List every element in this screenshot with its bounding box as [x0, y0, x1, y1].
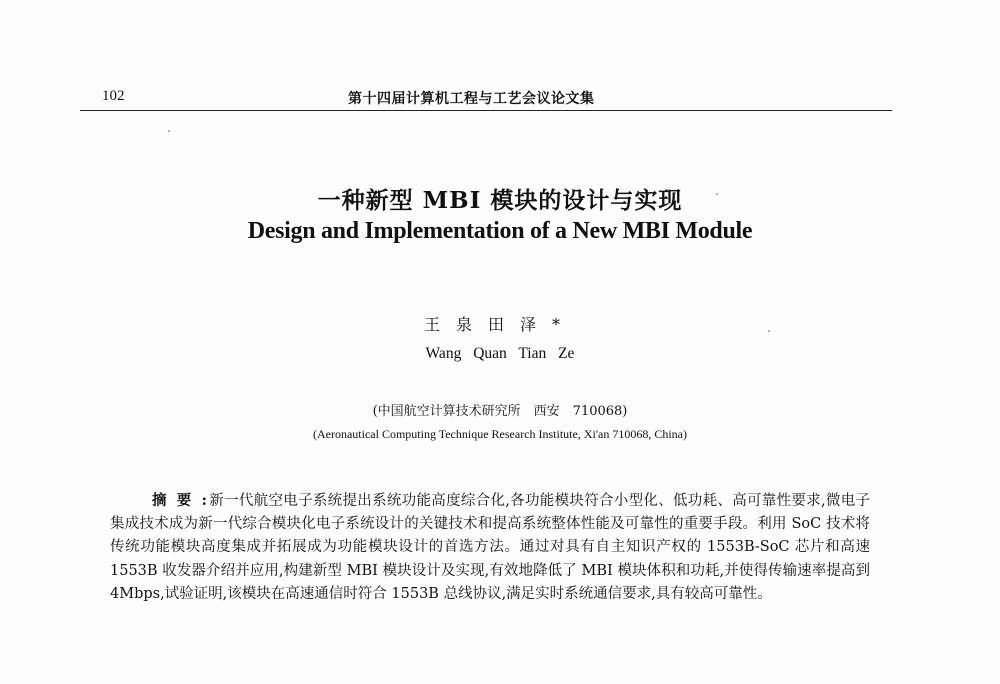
journal-title: 第十四届计算机工程与工艺会议论文集	[348, 91, 595, 107]
page-number: 102	[102, 88, 125, 104]
scan-speck	[716, 193, 718, 195]
authors-english: Wang Quan Tian Ze	[425, 345, 575, 362]
abstract-label: 摘要	[152, 492, 202, 509]
abstract-text: 新一代航空电子系统提出系统功能高度综合化,各功能模块符合小型化、低功耗、高可靠性要求,微电子集成技术成为新一代综合模块化电子系统设计的关键技术和提高系统整体性能及可靠性的重要手段。利用 SoC 技术将传统功能模块高度集成并拓展成为功能模块设计的首选方法。通过对具有自主知识产权的 1553B-SoC 芯片和高速 1553B 收发器介绍并应用,构建新型 MBI 模块设计及实现,有效地降低了 MBI 模块体积和功耗,并使得传输速率提高到 4Mbps,试验证明,该模块在高速通信时符合 1553B 总线协议,满足实时系统通信要求,具有较高可靠性。	[110, 493, 871, 602]
paper-title-chinese: 一种新型 MBI 模块的设计与实现	[317, 187, 683, 214]
scan-speck	[168, 130, 170, 132]
authors-chinese: 王泉田泽*	[423, 315, 576, 334]
scan-speck	[768, 330, 770, 332]
affiliation-english: (Aeronautical Computing Technique Research Institute, Xi'an 710068, China)	[312, 427, 687, 441]
abstract-paragraph	[110, 489, 870, 606]
affiliation-chinese: (中国航空计算技术研究所 西安 710068)	[372, 404, 628, 419]
abstract-colon: :	[201, 492, 207, 509]
paper-title-english: Design and Implementation of a New MBI Module	[247, 218, 753, 244]
running-header	[80, 86, 892, 111]
